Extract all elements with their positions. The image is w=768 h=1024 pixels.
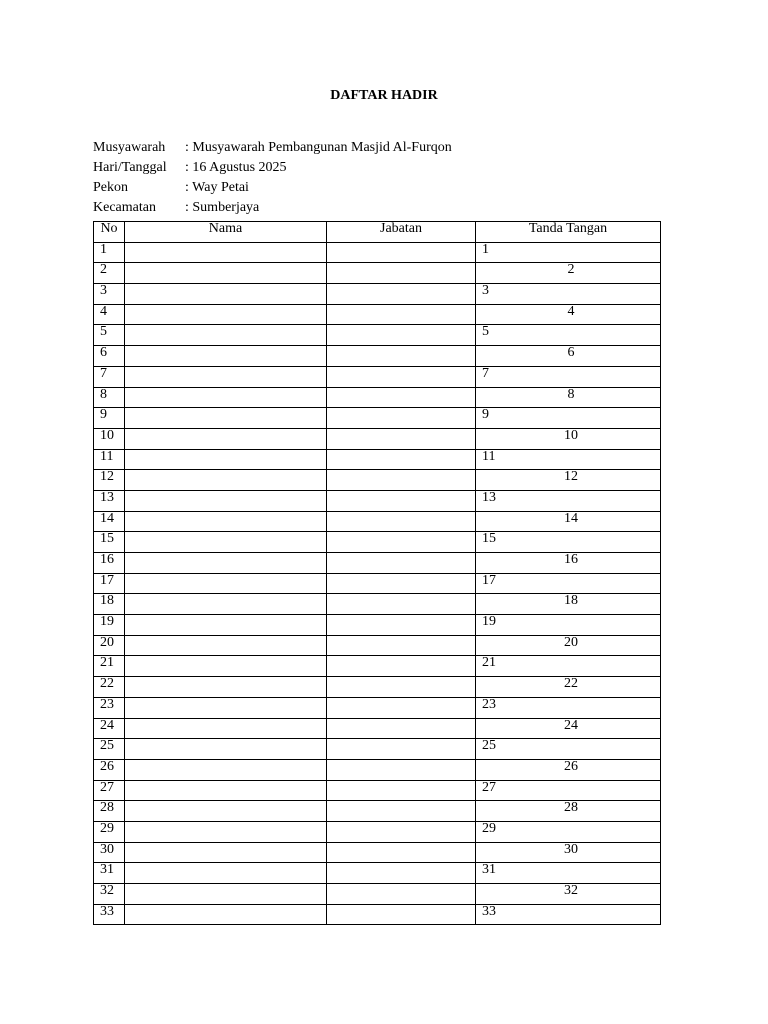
cell-no: 3 [94,284,125,305]
cell-nama [125,511,327,532]
cell-jabatan [327,490,476,511]
cell-tanda-tangan: 33 [476,904,661,925]
cell-tanda-tangan: 17 [476,573,661,594]
cell-tanda-tangan: 9 [476,408,661,429]
cell-no: 30 [94,842,125,863]
header-no: No [94,222,125,243]
cell-jabatan [327,449,476,470]
table-row [94,346,661,367]
cell-nama [125,759,327,780]
info-value: : Way Petai [185,180,249,195]
cell-nama [125,697,327,718]
info-value: : Sumberjaya [185,200,260,215]
cell-no: 4 [94,304,125,325]
table-row [94,801,661,822]
table-row [94,821,661,842]
info-row-pekon [93,178,593,198]
cell-tanda-tangan: 11 [476,449,661,470]
cell-no: 24 [94,718,125,739]
table-row [94,304,661,325]
cell-tanda-tangan: 7 [476,366,661,387]
cell-nama [125,863,327,884]
document-title: DAFTAR HADIR [330,88,438,103]
cell-tanda-tangan: 6 [476,346,661,367]
info-label: Hari/Tanggal [93,160,167,175]
table-row [94,863,661,884]
cell-tanda-tangan: 28 [476,801,661,822]
cell-tanda-tangan: 21 [476,656,661,677]
cell-tanda-tangan: 24 [476,718,661,739]
cell-jabatan [327,780,476,801]
table-row [94,242,661,263]
cell-nama [125,780,327,801]
cell-jabatan [327,284,476,305]
table-row [94,428,661,449]
cell-jabatan [327,656,476,677]
cell-tanda-tangan: 29 [476,821,661,842]
table-row [94,366,661,387]
cell-no: 22 [94,677,125,698]
table-row [94,594,661,615]
cell-tanda-tangan: 8 [476,387,661,408]
cell-tanda-tangan: 2 [476,263,661,284]
cell-no: 25 [94,739,125,760]
cell-nama [125,263,327,284]
cell-nama [125,739,327,760]
cell-no: 8 [94,387,125,408]
cell-tanda-tangan: 30 [476,842,661,863]
table-row [94,656,661,677]
info-label: Pekon [93,180,128,195]
table-row [94,408,661,429]
cell-no: 17 [94,573,125,594]
table-row [94,387,661,408]
info-value: : 16 Agustus 2025 [185,160,287,175]
cell-nama [125,656,327,677]
table-row [94,718,661,739]
cell-nama [125,884,327,905]
info-value: : Musyawarah Pembangunan Masjid Al-Furqon [185,140,452,155]
table-row [94,677,661,698]
cell-nama [125,387,327,408]
cell-tanda-tangan: 1 [476,242,661,263]
cell-jabatan [327,532,476,553]
table-row [94,573,661,594]
cell-no: 20 [94,635,125,656]
cell-tanda-tangan: 5 [476,325,661,346]
cell-no: 21 [94,656,125,677]
cell-no: 11 [94,449,125,470]
info-row-hari-tanggal [93,158,593,178]
table-header-row [94,222,661,243]
cell-no: 1 [94,242,125,263]
cell-nama [125,449,327,470]
table-row [94,470,661,491]
cell-tanda-tangan: 10 [476,428,661,449]
cell-no: 15 [94,532,125,553]
cell-jabatan [327,428,476,449]
cell-jabatan [327,842,476,863]
table-row [94,615,661,636]
cell-jabatan [327,263,476,284]
cell-jabatan [327,863,476,884]
cell-nama [125,346,327,367]
cell-tanda-tangan: 20 [476,635,661,656]
table-row [94,325,661,346]
cell-jabatan [327,408,476,429]
cell-no: 14 [94,511,125,532]
table-row [94,780,661,801]
table-row [94,697,661,718]
cell-no: 2 [94,263,125,284]
cell-nama [125,428,327,449]
attendance-rows [94,242,661,925]
cell-jabatan [327,242,476,263]
table-row [94,884,661,905]
cell-nama [125,573,327,594]
cell-jabatan [327,635,476,656]
cell-jabatan [327,594,476,615]
header-jabatan: Jabatan [327,222,476,243]
cell-tanda-tangan: 26 [476,759,661,780]
cell-nama [125,284,327,305]
meeting-info [93,138,593,218]
table-row [94,759,661,780]
cell-tanda-tangan: 18 [476,594,661,615]
cell-jabatan [327,366,476,387]
cell-no: 33 [94,904,125,925]
cell-jabatan [327,615,476,636]
cell-jabatan [327,884,476,905]
info-label: Musyawarah [93,140,166,155]
cell-jabatan [327,511,476,532]
table-row [94,511,661,532]
cell-jabatan [327,553,476,574]
cell-nama [125,801,327,822]
cell-jabatan [327,346,476,367]
cell-nama [125,821,327,842]
cell-no: 13 [94,490,125,511]
cell-nama [125,553,327,574]
cell-tanda-tangan: 15 [476,532,661,553]
cell-jabatan [327,325,476,346]
table-row [94,284,661,305]
cell-no: 6 [94,346,125,367]
cell-nama [125,408,327,429]
cell-tanda-tangan: 16 [476,553,661,574]
cell-nama [125,677,327,698]
table-row [94,635,661,656]
cell-tanda-tangan: 14 [476,511,661,532]
cell-no: 27 [94,780,125,801]
table-row [94,532,661,553]
cell-nama [125,842,327,863]
attendance-table [93,221,661,925]
cell-nama [125,594,327,615]
cell-nama [125,304,327,325]
cell-nama [125,904,327,925]
cell-jabatan [327,759,476,780]
cell-tanda-tangan: 32 [476,884,661,905]
header-nama: Nama [125,222,327,243]
cell-no: 32 [94,884,125,905]
cell-nama [125,366,327,387]
cell-jabatan [327,470,476,491]
cell-nama [125,242,327,263]
cell-jabatan [327,718,476,739]
cell-no: 29 [94,821,125,842]
cell-tanda-tangan: 13 [476,490,661,511]
cell-tanda-tangan: 3 [476,284,661,305]
cell-nama [125,718,327,739]
cell-no: 7 [94,366,125,387]
table-row [94,553,661,574]
cell-jabatan [327,304,476,325]
table-row [94,490,661,511]
cell-tanda-tangan: 31 [476,863,661,884]
cell-no: 19 [94,615,125,636]
cell-jabatan [327,801,476,822]
cell-jabatan [327,697,476,718]
cell-nama [125,635,327,656]
cell-no: 31 [94,863,125,884]
info-row-musyawarah [93,138,593,158]
cell-tanda-tangan: 19 [476,615,661,636]
cell-no: 23 [94,697,125,718]
cell-no: 16 [94,553,125,574]
cell-no: 26 [94,759,125,780]
cell-jabatan [327,677,476,698]
cell-jabatan [327,904,476,925]
table-row [94,842,661,863]
cell-tanda-tangan: 22 [476,677,661,698]
cell-jabatan [327,387,476,408]
info-row-kecamatan [93,198,593,218]
cell-no: 9 [94,408,125,429]
cell-no: 28 [94,801,125,822]
cell-no: 12 [94,470,125,491]
cell-tanda-tangan: 27 [476,780,661,801]
info-label: Kecamatan [93,200,156,215]
cell-tanda-tangan: 25 [476,739,661,760]
cell-no: 5 [94,325,125,346]
cell-nama [125,532,327,553]
cell-nama [125,325,327,346]
cell-nama [125,490,327,511]
table-row [94,449,661,470]
cell-nama [125,470,327,491]
cell-jabatan [327,739,476,760]
cell-jabatan [327,821,476,842]
cell-tanda-tangan: 23 [476,697,661,718]
cell-nama [125,615,327,636]
cell-no: 10 [94,428,125,449]
header-tanda-tangan: Tanda Tangan [476,222,661,243]
cell-tanda-tangan: 12 [476,470,661,491]
table-row [94,263,661,284]
table-row [94,739,661,760]
cell-no: 18 [94,594,125,615]
cell-tanda-tangan: 4 [476,304,661,325]
table-row [94,904,661,925]
cell-jabatan [327,573,476,594]
